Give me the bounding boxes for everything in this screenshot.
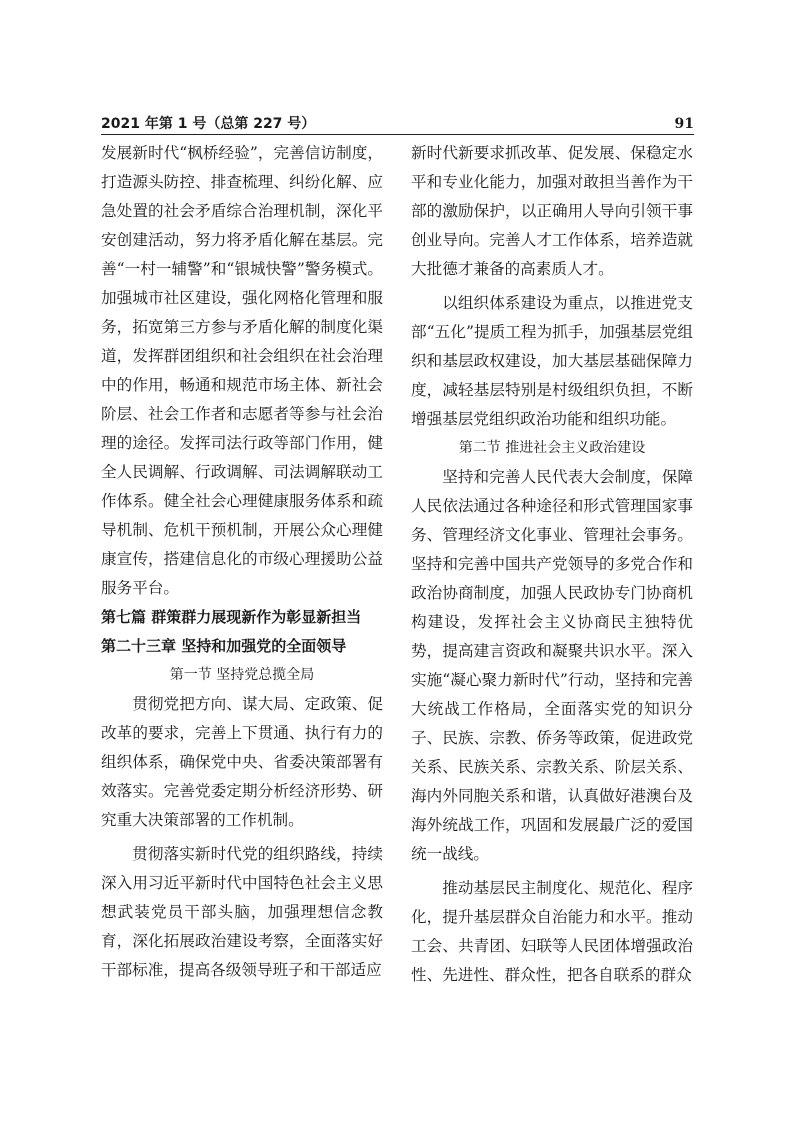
section-title: 第一节 坚持党总揽全局	[169, 667, 315, 683]
header-rule	[101, 134, 694, 135]
paragraph-party-overall: 贯彻党把方向、谋大局、定政策、促改革的要求，完善上下贯通、执行有力的组织体系，确保党中央、省委决策部署有效落实。完善党委定期分析经济形势、研究重大决策部署的工作机制。	[101, 695, 383, 829]
paragraph-political-construction: 坚持和完善人民代表大会制度，保障人民依法通过各种途径和形式管理国家事务、管理经济文化事业、管理社会事务。坚持和完善中国共产党领导的多党合作和政治协商制度，加强人民政协专门协商机构建设，发挥社会主义协商民主独特优势，提高建言资政和凝聚共识水平。深入实施“凝心聚力新时代”行动，坚持和完善大统战工作格局，全面落实党的知识分子、民族、宗教、侨务等政策，促进政党关系、民族关系、宗教关系、阶层关系、海内外同胞关系和谐，认真做好港澳台及海外统战工作，巩固和发展最广泛的爱国统一战线。	[411, 468, 693, 863]
paragraph-grassroots-party: 以组织体系建设为重点，以推进党支部“五化”提质工程为抓手，加强基层党组织和基层政权建设，加大基层基础保障力度，减轻基层特别是村级组织负担，不断增强基层党组织政治功能和组织功能。	[411, 294, 693, 428]
section-title: 第二节 推进社会主义政治建设	[458, 440, 646, 456]
page-number: 91	[674, 116, 694, 132]
right-column	[411, 139, 693, 990]
paragraph-cadre-talent: 新时代新要求抓改革、促发展、保稳定水平和专业化能力，加强对敢担当善作为干部的激励保护，以正确用人导向引领干事创业导向。完善人才工作体系，培养造就大批德才兼备的高素质人才。	[411, 144, 693, 278]
left-column	[101, 139, 383, 985]
chapter-title: 第二十三章 坚持和加强党的全面领导	[101, 637, 347, 655]
running-header	[101, 113, 694, 135]
paragraph-grassroots-democracy: 推动基层民主制度化、规范化、程序化，提升基层群众自治能力和水平。推动工会、共青团、妇联等人民团体增强政治性、先进性、群众性，把各自联系的群众	[411, 879, 693, 984]
paragraph-social-governance: 发展新时代“枫桥经验”，完善信访制度，打造源头防控、排查梳理、纠纷化解、应急处置的社会矛盾综合治理机制，深化平安创建活动，努力将矛盾化解在基层。完善“一村一辅警”和“银城快警”警务模式。加强城市社区建设，强化网格化管理和服务，拓宽第三方参与矛盾化解的制度化渠道，发挥群团组织和社会组织在社会治理中的作用，畅通和规范市场主体、新社会阶层、社会工作者和志愿者等参与社会治理的途径。发挥司法行政等部门作用，健全人民调解、行政调解、司法调解联动工作体系。健全社会心理健康服务体系和疏导机制、危机干预机制，开展公众心理健康宣传，搭建信息化的市级心理援助公益服务平台。	[101, 144, 383, 597]
paragraph-organization-line: 贯彻落实新时代党的组织路线，持续深入用习近平新时代中国特色社会主义思想武装党员干部头脑，加强理想信念教育，深化拓展政治建设考察，全面落实好干部标准，提高各级领导班子和干部适应	[101, 845, 383, 979]
part-title: 第七篇 群策群力展现新作为彰显新担当	[101, 608, 362, 626]
issue-label: 2021 年第 1 号（总第 227 号）	[101, 116, 316, 132]
